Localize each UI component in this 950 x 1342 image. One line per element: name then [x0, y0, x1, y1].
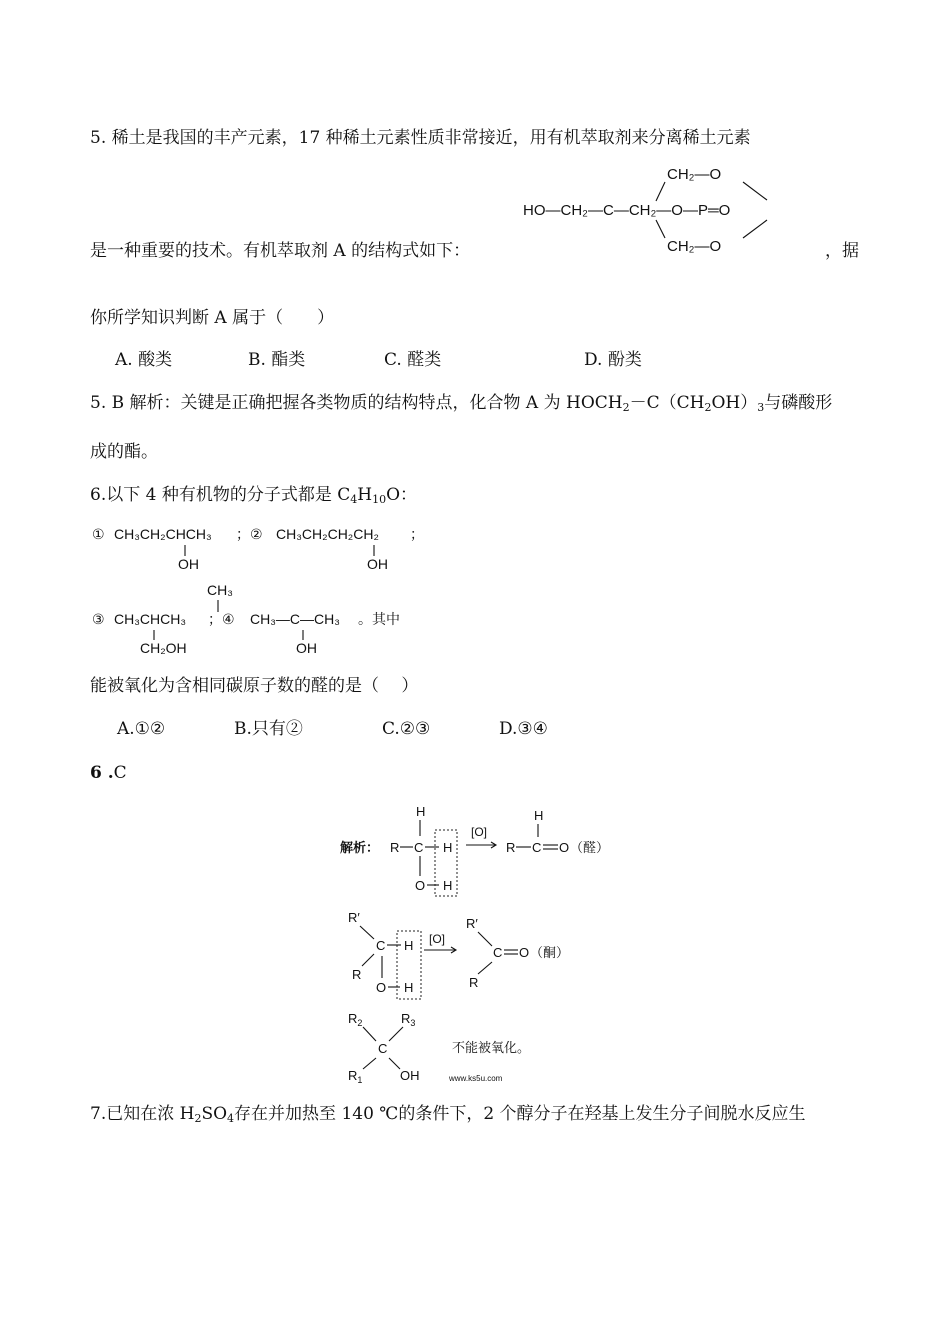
- s1-prod-c: C: [532, 840, 542, 855]
- s1-aldehyde: （醛）: [570, 840, 610, 855]
- q6-sep-1: ；②: [236, 526, 263, 542]
- s2-prod-r: R: [469, 975, 479, 990]
- s2-h-bottom: H: [404, 980, 414, 995]
- s1-h-right: H: [443, 840, 453, 855]
- q6-label-1: ①: [92, 526, 105, 542]
- scheme-label: 解析：: [340, 840, 380, 855]
- q5-structure: [515, 158, 845, 260]
- q5-struct-top: CH₂—O: [667, 166, 722, 183]
- q6-compound-1-oh: OH: [178, 556, 199, 572]
- q5-struct-main: HO—CH₂—C—CH₂—O—P═O: [523, 202, 731, 219]
- s1-prod-o: O: [559, 840, 570, 855]
- s2-r-prime: R′: [348, 910, 360, 925]
- q5-struct-bottom: CH₂—O: [667, 238, 722, 255]
- q6-option-b: B.只有②: [234, 719, 303, 739]
- q6-option-d: D.③④: [499, 719, 548, 739]
- q6-compound-4-ch3: CH₃: [207, 582, 233, 598]
- q6-compound-2: CH₃CH₂CH₂CH₂: [276, 526, 379, 542]
- s3-r2: $R_2$: [348, 1011, 363, 1028]
- s3-r3: $R_3$: [401, 1011, 416, 1028]
- q6-compound-4-oh: OH: [296, 640, 317, 656]
- s1-r: R: [390, 840, 400, 855]
- q6-compound-3: CH₃CHCH₃: [114, 611, 187, 627]
- s1-h-bottom: H: [443, 878, 453, 893]
- q6-question: 能被氧化为含相同碳原子数的醛的是（ ）: [90, 676, 419, 696]
- a6-answer: 6 .C: [90, 763, 127, 783]
- s3-oh: OH: [400, 1068, 420, 1083]
- q6-compound-3-ch2oh: CH₂OH: [140, 640, 187, 656]
- s3-no-oxid: 不能被氧化。: [452, 1040, 531, 1055]
- s2-r: R: [352, 967, 362, 982]
- q5-option-a: A. 酸类: [115, 350, 173, 370]
- s1-prod-h: H: [534, 808, 544, 823]
- s2-prod-o: O: [519, 945, 530, 960]
- q6-tail: 。其中: [358, 611, 400, 627]
- q6-label-3: ③: [92, 611, 105, 627]
- q5-line3: 你所学知识判断 A 属于（ ）: [90, 308, 335, 328]
- s2-o: O: [376, 980, 387, 995]
- q5-line2-end: ，据: [825, 241, 859, 261]
- a5-line2: 成的酯。: [90, 442, 158, 462]
- q6-sep-3: ；④: [208, 611, 235, 627]
- q6-compound-2-oh: OH: [367, 556, 388, 572]
- s3-r1: $R_1$: [348, 1068, 363, 1085]
- s2-ketone: （酮）: [530, 945, 570, 960]
- q6-structures: [90, 520, 440, 662]
- q6-intro: 6.以下 4 种有机物的分子式都是 $C_4H_{10}O$：: [90, 485, 418, 506]
- s1-h-top: H: [416, 804, 426, 819]
- s2-h-right: H: [404, 938, 414, 953]
- s3-c: C: [378, 1041, 388, 1056]
- q5-option-d: D. 酚类: [584, 350, 642, 370]
- q7-line1: 7.已知在浓 $H_2SO_4$存在并加热至 140 ℃的条件下，2 个醇分子在羟基上发生分子间脱水反应生: [90, 1104, 806, 1125]
- q6-option-c: C.②③: [382, 719, 431, 739]
- s2-oxid-label: [O]: [429, 932, 446, 946]
- q6-compound-4: CH₃—C—CH₃: [250, 611, 340, 627]
- s2-prod-c: C: [493, 945, 503, 960]
- q6-compound-1: CH₃CH₂CHCH₃: [114, 526, 212, 542]
- s1-c: C: [414, 840, 424, 855]
- q5-option-c: C. 醛类: [384, 350, 442, 370]
- q6-sep-2: ；: [410, 526, 424, 542]
- q6-option-a: A.①②: [117, 719, 166, 739]
- q5-option-b: B. 酯类: [248, 350, 306, 370]
- s1-o: O: [415, 878, 426, 893]
- q5-line1: 5. 稀土是我国的丰产元素，17 种稀土元素性质非常接近，用有机萃取剂来分离稀土元素: [90, 128, 751, 148]
- s1-oxid-label: [O]: [471, 825, 488, 839]
- a6-scheme: [336, 800, 626, 1090]
- watermark-text: www.ks5u.com: [449, 1074, 503, 1083]
- s1-prod-r: R: [506, 840, 516, 855]
- s2-prod-r-prime: R′: [466, 916, 478, 931]
- q5-line2: 是一种重要的技术。有机萃取剂 A 的结构式如下：: [90, 241, 471, 261]
- a5-line1: 5. B 解析：关键是正确把握各类物质的结构特点，化合物 A 为 $HOCH_2-C(CH_2OH)_3$与磷酸形: [90, 393, 833, 414]
- s2-c: C: [376, 938, 386, 953]
